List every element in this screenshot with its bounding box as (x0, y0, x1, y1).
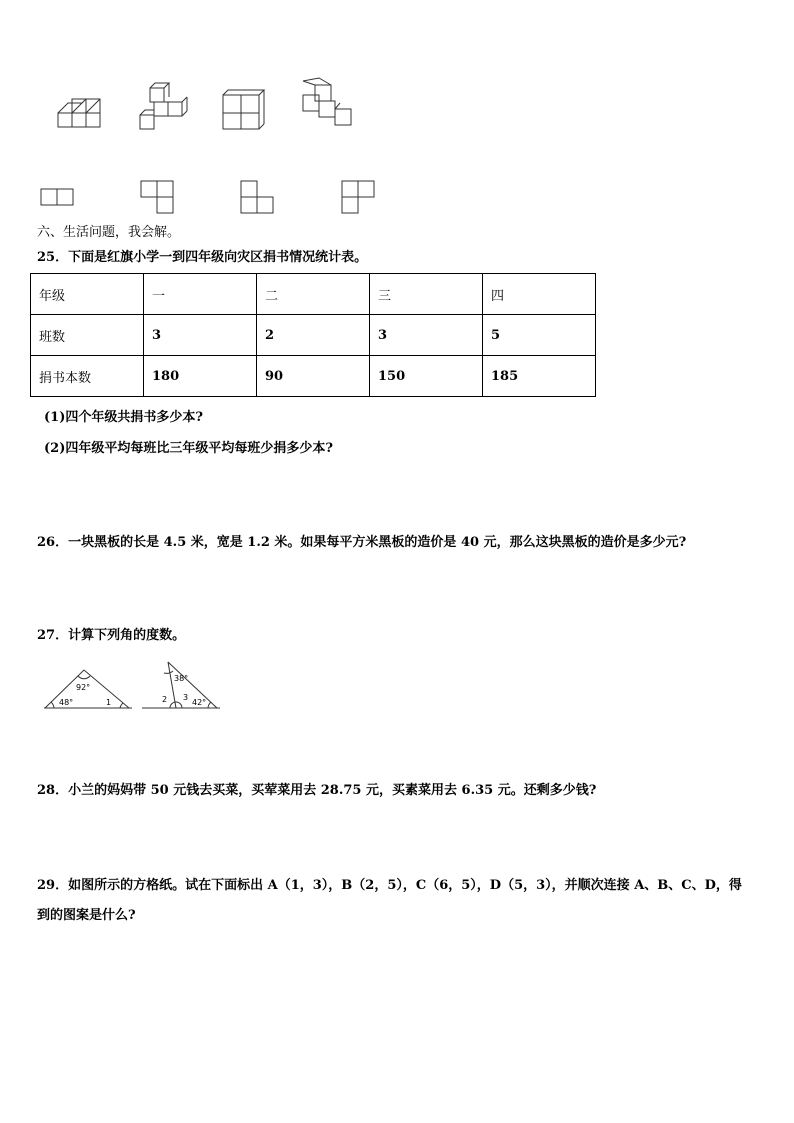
table-cell: 150 (370, 356, 483, 397)
triangle-2-angle-2: 2 (162, 695, 168, 704)
table-row (31, 356, 596, 397)
view-figure-3 (240, 180, 276, 216)
question-28-prompt: 28．小兰的妈妈带 50 元钱去买菜，买荤菜用去 28.75 元，买素菜用去 6.35 元。还剩多少钱? (37, 783, 597, 798)
table-cell: 三 (370, 274, 483, 315)
table-cell: 185 (483, 356, 596, 397)
view-figure-2 (140, 180, 176, 216)
table-row (31, 315, 596, 356)
triangle-1-right-angle: 1 (106, 698, 112, 707)
triangle-1-left-angle: 48° (59, 698, 74, 707)
triangle-1-top-angle: 92° (76, 683, 91, 692)
table-cell: 180 (144, 356, 257, 397)
table-cell: 年级 (31, 274, 144, 315)
donation-stats-table (30, 273, 596, 397)
question-25-sub-2: (2)四年级平均每班比三年级平均每班少捐多少本? (44, 441, 333, 456)
question-29-line-2: 到的图案是什么? (37, 908, 136, 923)
table-cell: 5 (483, 315, 596, 356)
table-cell: 四 (483, 274, 596, 315)
cube-figure-2 (135, 80, 190, 135)
cube-figure-1 (55, 95, 105, 135)
section-6-title: 六、生活问题，我会解。 (37, 225, 181, 240)
question-26-prompt: 26．一块黑板的长是 4.5 米，宽是 1.2 米。如果每平方米黑板的造价是 40 元，那么这块黑板的造价是多少元? (37, 535, 687, 550)
table-cell: 捐书本数 (31, 356, 144, 397)
question-27-prompt: 27．计算下列角的度数。 (37, 628, 186, 643)
triangle-2-top-angle: 38° (174, 674, 189, 683)
table-cell: 一 (144, 274, 257, 315)
table-row (31, 274, 596, 315)
table-cell: 二 (257, 274, 370, 315)
cube-figure-3 (220, 85, 270, 135)
table-cell: 90 (257, 356, 370, 397)
table-cell: 3 (144, 315, 257, 356)
cube-figure-4 (298, 75, 358, 135)
triangle-2-right-angle: 42° (192, 698, 207, 707)
view-figure-1 (40, 188, 76, 206)
table-cell: 班数 (31, 315, 144, 356)
view-figure-4 (341, 180, 377, 216)
question-29-line-1: 29．如图所示的方格纸。试在下面标出 A（1，3），B（2，5），C（6，5），D（5，3），并顺次连接 A、B、C、D，得 (37, 878, 742, 893)
triangle-2-angle-3: 3 (183, 693, 189, 702)
table-cell: 2 (257, 315, 370, 356)
triangle-figure-2 (142, 660, 222, 710)
question-25-sub-1: (1)四个年级共捐书多少本? (44, 410, 203, 425)
question-25-prompt: 25．下面是红旗小学一到四年级向灾区捐书情况统计表。 (37, 250, 368, 265)
table-cell: 3 (370, 315, 483, 356)
